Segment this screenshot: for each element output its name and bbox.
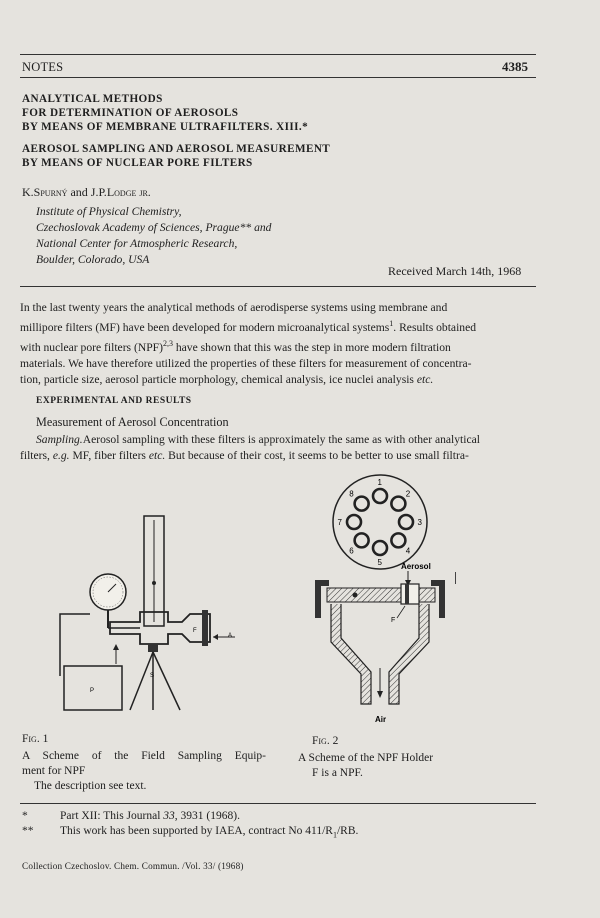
abstract [20, 300, 536, 388]
disk-hole-number: 5 [377, 558, 382, 567]
text: MF, fiber filters [69, 449, 149, 462]
author-and: and [67, 185, 91, 199]
text-italic: e.g. [52, 449, 70, 462]
holder-pin [353, 593, 358, 598]
disk-hole [373, 541, 387, 555]
tripod-head [148, 644, 158, 652]
margin-mark [455, 572, 456, 584]
filter-seat [401, 584, 419, 604]
abstract-line [20, 316, 536, 336]
figure-1-sampling-equipment [50, 510, 240, 720]
author-initial: J.P. [90, 185, 107, 199]
label-p: P [90, 688, 95, 694]
disk-hole-number: 3 [417, 518, 422, 527]
flowmeter-float [152, 581, 156, 585]
text: tion, particle size, aerosol particle morphology, chemical analysis, ice nuclei analysis [20, 372, 417, 386]
pump-arrowhead [113, 644, 119, 650]
footnote-2 [22, 824, 538, 842]
article-title [22, 92, 308, 134]
abstract-line [20, 336, 536, 356]
citation: 2,3 [162, 338, 173, 348]
page-number: 4385 [502, 59, 528, 74]
holder-wall-right [439, 580, 445, 618]
figure-2-label: Fig. 2 [312, 735, 339, 747]
header-bottom-rule [20, 77, 536, 78]
journal-footer: Collection Czechoslov. Chem. Commun. /Vol. 33/ (1968) [22, 861, 244, 871]
disk-hole-number: 8 [349, 489, 354, 499]
label-f-pointer [397, 606, 405, 618]
author-name: Lodge jr. [106, 185, 151, 199]
text-italic: etc. [416, 372, 434, 386]
author-name: Spurný [33, 185, 68, 199]
title-line: FOR DETERMINATION OF AEROSOLS [22, 107, 239, 119]
affiliation-line: Institute of Physical Chemistry, [36, 205, 182, 218]
caption-line: ment for NPF [22, 765, 86, 777]
filter-seat-bar [405, 584, 409, 604]
caption-line: The description see text. [34, 780, 147, 792]
inlet-arrowhead [213, 634, 218, 640]
header-top-rule [20, 54, 536, 55]
funnel-left [331, 604, 371, 704]
text-italic: etc. [148, 449, 166, 462]
figure-1-label: Fig. 1 [22, 733, 49, 745]
text: /RB. [336, 825, 359, 837]
footnotes [22, 809, 538, 842]
text: Aerosol sampling with these filters is approximately the same as with other analytical [82, 433, 481, 446]
figure-2-npf-holder [305, 472, 455, 732]
author-initial: K. [22, 185, 34, 199]
received-date: Received March 14th, 1968 [388, 264, 522, 278]
disk-hole [355, 533, 369, 547]
figure-1-caption [22, 732, 266, 794]
text: But because of their cost, it seems to be better to use small filtra- [165, 449, 469, 462]
text: millipore filters (MF) have been developed for modern microanalytical systems [20, 320, 390, 334]
holder-wall-left [315, 580, 321, 618]
disk-hole-number: 2 [405, 489, 411, 499]
text-italic: 33 [163, 810, 175, 822]
tripod-leg [153, 652, 180, 710]
footnote-mark: * [22, 810, 28, 822]
disk-holes [338, 478, 423, 567]
affiliation-line: National Center for Atmospheric Research, [36, 237, 238, 250]
run-in-heading: Sampling. [36, 433, 83, 446]
abstract-line: materials. We have therefore utilized the properties of these filters for measurement of concentra- [20, 356, 472, 370]
disk-hole [347, 515, 361, 529]
caption-line: A Scheme of the NPF Holder [298, 752, 434, 764]
text: This work has been supported by IAEA, contract No 411/R [60, 825, 333, 837]
text: filters, [20, 449, 53, 462]
tripod-leg [130, 652, 153, 710]
abstract-line: In the last twenty years the analytical methods of aerodisperse systems using membrane and [20, 301, 448, 314]
text: . Results obtained [393, 320, 477, 334]
title-line: BY MEANS OF MEMBRANE ULTRAFILTERS. XIII.* [22, 121, 309, 133]
label-s: S [150, 673, 155, 679]
aerosol-label: Aerosol [401, 562, 431, 571]
air-arrowhead [377, 691, 383, 698]
disk-hole-number: 4 [405, 546, 411, 556]
paragraph-line [20, 432, 536, 448]
disk-hole [373, 489, 387, 503]
caption-line: F is a NPF. [312, 767, 363, 779]
title-line: AEROSOL SAMPLING AND AEROSOL MEASUREMENT [22, 143, 331, 155]
affiliation-line: Czechoslovak Academy of Sciences, Prague** and [36, 221, 272, 234]
title-line: ANALYTICAL METHODS [22, 93, 163, 105]
disk-hole [399, 515, 413, 529]
abstract-line [20, 372, 536, 388]
disk-hole-number: 6 [349, 546, 354, 556]
abstract-rule [20, 286, 536, 287]
affiliation [36, 204, 271, 268]
sampling-paragraph [20, 432, 536, 464]
label-a: A [228, 633, 233, 639]
label-f: F [193, 628, 197, 634]
disk-hole [391, 533, 405, 547]
subsection-heading: Measurement of Aerosol Concentration [36, 415, 229, 429]
disk-hole [355, 497, 369, 511]
authors [22, 185, 151, 200]
disk-hole-number: 7 [337, 518, 342, 527]
footnote-rule [20, 803, 536, 804]
section-label: NOTES [22, 60, 64, 74]
title-line: BY MEANS OF NUCLEAR PORE FILTERS [22, 157, 253, 169]
paragraph-line [20, 448, 536, 464]
caption-line: A Scheme of the Field Sampling Equip- [22, 750, 266, 762]
footnote-mark: ** [22, 825, 34, 837]
disk-hole [391, 497, 405, 511]
section-heading: EXPERIMENTAL AND RESULTS [36, 396, 192, 406]
text: Part XII: This Journal [60, 810, 164, 822]
label-f: F [391, 617, 396, 624]
filter-holder [202, 610, 208, 646]
affiliation-line: Boulder, Colorado, USA [36, 253, 150, 266]
text: with nuclear pore filters (NPF) [20, 340, 163, 354]
text: have shown that this was the step in more modern filtration [172, 340, 451, 354]
disk-hole-number: 1 [377, 478, 382, 487]
subscript: 1 [332, 830, 337, 840]
text: , 3931 (1968). [174, 810, 240, 822]
citation: 1 [389, 319, 394, 328]
article-subtitle [22, 142, 330, 170]
figure-2-caption [298, 734, 433, 781]
air-label: Air [375, 715, 387, 724]
footnote-1 [22, 809, 538, 824]
